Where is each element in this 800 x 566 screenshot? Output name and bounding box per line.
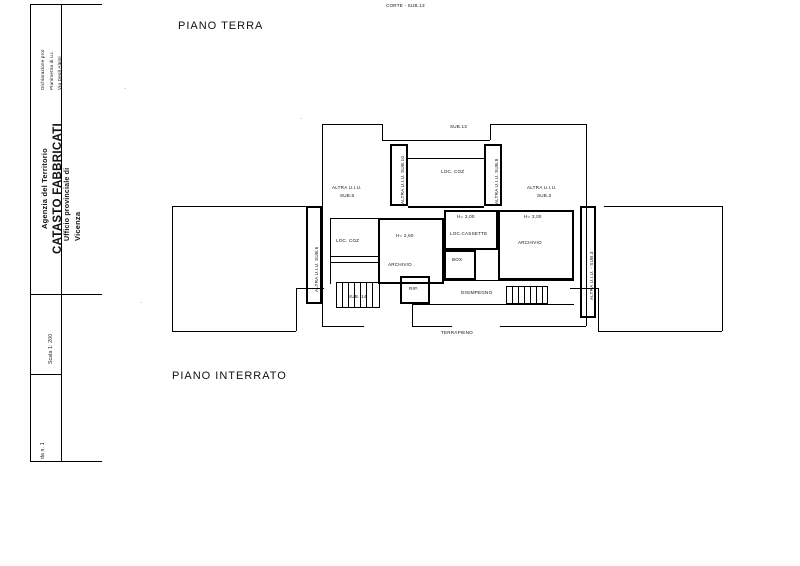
room-label-h260: H= 2,60 <box>396 233 414 238</box>
outline-right-top <box>604 206 722 207</box>
room-label-rip: RIP. <box>409 286 419 291</box>
room-label-sub14: SUB. 14 <box>348 294 367 299</box>
survey-dot-1: · <box>124 86 126 92</box>
ufficio-label: Ufficio provinciale di <box>64 167 71 241</box>
room-label-loc-coz-mid: LOC. COZ <box>336 238 360 243</box>
connector-left <box>330 262 378 263</box>
room-label-altra-sub6-l1: ALTRA U.I.U. <box>332 185 362 190</box>
plan-upper-label: PIANO TERRA <box>178 20 264 32</box>
disimpegno-left <box>412 304 413 326</box>
scale-label: Scala 1: 200 <box>48 333 54 364</box>
plan-lower-label: PIANO INTERRATO <box>172 370 287 382</box>
room-label-altra-sub6-vert: ALTRA U.I.U. SUB.6 <box>314 246 319 292</box>
outline-left-side <box>172 206 173 331</box>
sheet-label: da n. 1 <box>40 442 46 459</box>
wall-block-sub8 <box>484 144 502 206</box>
room-label-altra-sub3-l2: SUB.3 <box>537 193 552 198</box>
mid-wall-bottom-right <box>500 326 586 327</box>
titleblock-divider-2 <box>30 294 102 295</box>
agency-name: Agenzia del Territorio <box>40 148 49 229</box>
catasto-title: CATASTO FABBRICATI <box>52 122 64 254</box>
upper-wall-notch-left <box>382 124 383 140</box>
room-label-loc-coz-top: LOC. COZ <box>441 169 465 174</box>
stair-step-4 <box>530 286 531 304</box>
loc-coz-mid-bottom <box>330 256 378 257</box>
stair-step-5 <box>536 286 537 304</box>
disimpegno-top <box>444 280 574 281</box>
room-label-box: BOX <box>452 257 463 262</box>
titleblock-planimetry-label: Planimetria di u.i. <box>49 50 54 90</box>
upper-wall-right <box>586 124 587 206</box>
disimpegno-bottom <box>412 304 574 305</box>
room-archivio-right <box>498 210 574 280</box>
corte-sub13-label: CORTE - SUB.13 <box>386 3 425 8</box>
loc-coz-mid-top <box>330 218 378 219</box>
room-label-altra-sub8: ALTRA U.I.U. SUB.8 <box>494 158 499 204</box>
room-label-altra-sub6-l2: SUB.6 <box>340 193 355 198</box>
titleblock-divider-3 <box>30 374 61 375</box>
room-label-archivio-right: ARCHIVIO <box>518 240 542 245</box>
upper-wall-notch-h <box>382 140 490 141</box>
room-label-altra-sub3-vert: ALTRA U.I.U. - SUB.3 <box>589 251 594 300</box>
stair-step-3 <box>524 286 525 304</box>
outline-right-bottom <box>598 331 722 332</box>
loc-coz-top-divider <box>408 158 484 159</box>
wall-block-sub10 <box>390 144 408 206</box>
stair-step-6 <box>542 286 543 304</box>
titleblock <box>30 4 102 462</box>
room-label-altra-sub10: ALTRA U.I.U. SUB.10 <box>400 155 405 204</box>
outline-left-step-v <box>296 288 297 331</box>
survey-dot-3: · <box>300 116 302 122</box>
room-label-archivio-left: ARCHIVIO <box>388 262 412 267</box>
titleblock-address-label: Via Degli Alpini <box>57 56 62 90</box>
room-box <box>444 250 476 280</box>
room-label-altra-sub3-l1: ALTRA U.I.U. <box>527 185 557 190</box>
room-label-h300-left: H= 3,00 <box>457 214 475 219</box>
upper-inner-divider <box>408 206 484 208</box>
outline-right-side <box>722 206 723 331</box>
titleblock-divider-4 <box>61 294 62 462</box>
stair-left-step-6 <box>372 282 373 308</box>
stair-step-2 <box>518 286 519 304</box>
stair-left-step-1 <box>342 282 343 308</box>
room-archivio-left <box>378 218 444 284</box>
outline-left-top <box>172 206 322 207</box>
connector-left-v <box>330 218 331 284</box>
room-label-disimpegno: DISIMPEGNO <box>461 290 493 295</box>
terrapieno-label: TERRAPIENO <box>441 330 473 335</box>
room-label-h300-right: H= 3,00 <box>524 214 542 219</box>
outline-left-bottom <box>172 331 296 332</box>
upper-wall-left <box>322 124 323 206</box>
upper-wall-notch-right <box>490 124 491 140</box>
upper-wall-top-left <box>322 124 382 125</box>
room-label-loc-cassette: LOC.CASSETTE <box>450 231 488 236</box>
titleblock-declaration-label: Dichiarazione prot <box>40 49 45 90</box>
mid-wall-bottom-left <box>322 326 364 327</box>
outline-right-step-v <box>598 288 599 331</box>
terrapieno-line <box>412 326 452 327</box>
mid-wall-left <box>322 206 323 326</box>
upper-wall-top-right <box>490 124 586 125</box>
survey-dot-2: · <box>140 300 142 306</box>
stair-step-1 <box>512 286 513 304</box>
city-label: Vicenza <box>73 211 82 241</box>
room-label-sub13-top: SUB.13 <box>450 124 468 129</box>
